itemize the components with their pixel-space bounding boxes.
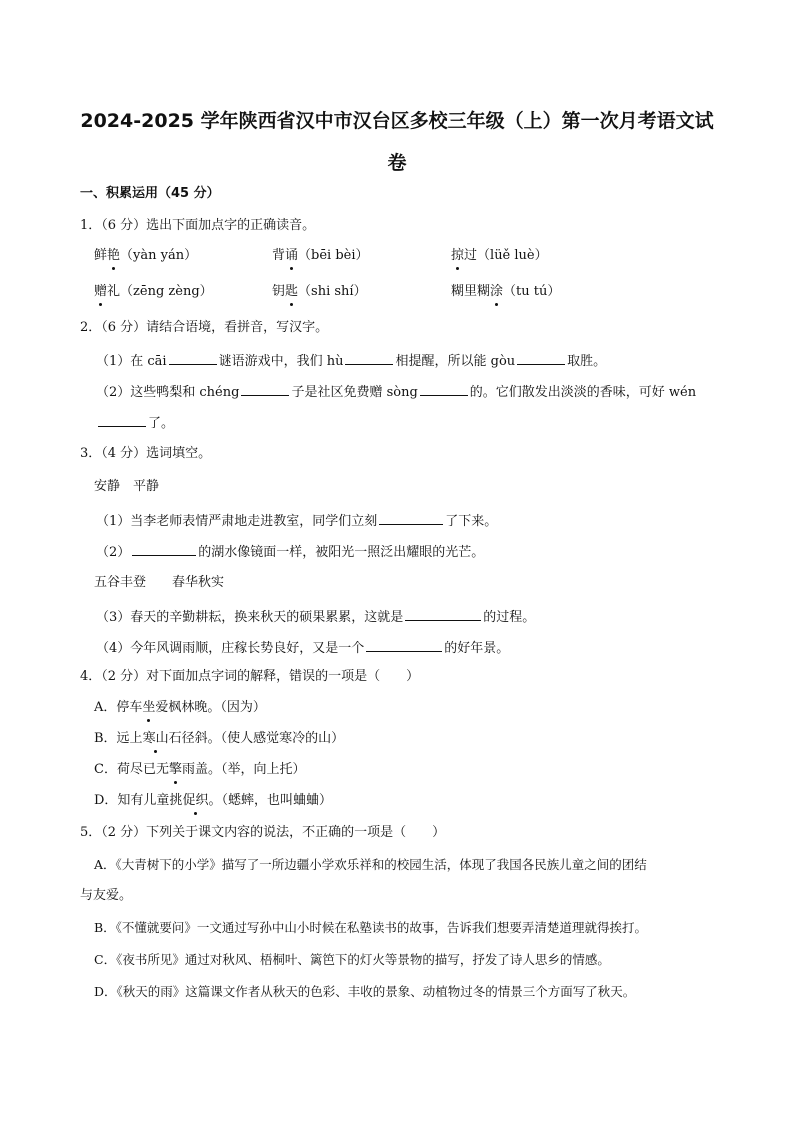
q1-stem: 1．（6 分）选出下面加点字的正确读音。: [80, 218, 316, 233]
q1-item: 背诵（bēi bèi）: [272, 248, 369, 263]
q1-item: 鲜艳（yàn yán）: [94, 248, 198, 263]
emphasis-dot-char: 赠: [94, 284, 108, 299]
q2-stem: 2．（6 分）请结合语境，看拼音，写汉字。: [80, 320, 329, 335]
answer-blank[interactable]: [366, 637, 442, 652]
section-heading: 一、积累运用（45 分）: [80, 186, 220, 201]
q5-option-a[interactable]: A．《大青树下的小学》描写了一所边疆小学欢乐祥和的校园生活，体现了我国各民族儿童之间的团结: [94, 857, 647, 872]
answer-blank[interactable]: [169, 350, 217, 365]
answer-blank[interactable]: [405, 606, 481, 621]
q5-stem: 5．（2 分）下列关于课文内容的说法，不正确的一项是（ ）: [80, 825, 446, 840]
q4-option-d[interactable]: D．知有儿童挑促织。（蟋蟀，也叫蛐蛐）: [94, 793, 332, 808]
q4-stem: 4．（2 分）对下面加点字词的解释，错误的一项是（ ）: [80, 669, 420, 684]
q1-item: 糊里糊涂（tu tú）: [451, 284, 561, 299]
q3-sentence-3: （3）春天的辛勤耕耘，换来秋天的硕果累累，这就是 的过程。: [96, 606, 535, 627]
answer-blank[interactable]: [517, 350, 565, 365]
q1-item: 赠礼（zēng zèng）: [94, 284, 213, 299]
q1-item: 钥匙（shi shí）: [272, 284, 367, 299]
answer-blank[interactable]: [98, 412, 146, 427]
q3-word-choices-1: 安静 平静: [94, 479, 160, 494]
emphasis-dot-char: 促织: [182, 793, 209, 808]
answer-blank[interactable]: [132, 541, 196, 556]
title-line-2: 卷: [387, 152, 407, 174]
q4-option-b[interactable]: B．远上寒山石径斜。（使人感觉寒冷的山）: [94, 731, 345, 746]
q2-sentence-2: （2）这些鸭梨和 chéng 子是社区免费赠 sòng 的。它们散发出淡淡的香味，可好 wén: [96, 381, 696, 402]
emphasis-dot-char: 擎: [168, 762, 182, 777]
q5-option-b[interactable]: B．《不懂就要问》一文通过写孙中山小时候在私塾读书的故事，告诉我们想要弄清楚道理就得挨打。: [94, 920, 647, 935]
q3-stem: 3．（4 分）选词填空。: [80, 446, 212, 461]
q3-word-choices-2: 五谷丰登 春华秋实: [94, 575, 225, 590]
title-line-1: 2024-2025 学年陕西省汉中市汉台区多校三年级（上）第一次月考语文试: [80, 110, 714, 132]
q5-option-c[interactable]: C．《夜书所见》通过对秋风、梧桐叶、篱笆下的灯火等景物的描写，抒发了诗人思乡的情感。: [94, 952, 610, 967]
emphasis-dot-char: 诵: [285, 248, 299, 263]
q1-item: 掠过（lüě luè）: [451, 248, 548, 263]
q4-option-a[interactable]: A．停车坐爱枫林晚。（因为）: [94, 700, 266, 715]
q5-option-d[interactable]: D．《秋天的雨》这篇课文作者从秋天的色彩、丰收的景象、动植物过冬的情景三个方面写了秋天。: [94, 984, 636, 999]
exam-title: [60, 100, 734, 184]
emphasis-dot-char: 涂: [490, 284, 504, 299]
answer-blank[interactable]: [379, 510, 443, 525]
q3-sentence-2: （2） 的湖水像镜面一样，被阳光一照泛出耀眼的光芒。: [96, 541, 484, 562]
q5-option-a-cont: 与友爱。: [80, 888, 133, 903]
q3-sentence-4: （4）今年风调雨顺，庄稼长势良好，又是一个 的好年景。: [96, 637, 509, 658]
answer-blank[interactable]: [241, 381, 289, 396]
emphasis-dot-char: 坐: [142, 700, 156, 715]
q2-sentence-2-cont: 了。: [96, 412, 174, 433]
answer-blank[interactable]: [420, 381, 468, 396]
emphasis-dot-char: 寒山: [142, 731, 169, 746]
q2-sentence-1: （1）在 cāi 谜语游戏中，我们 hù 相提醒，所以能 gòu 取胜。: [96, 350, 606, 371]
q4-option-c[interactable]: C．荷尽已无擎雨盖。（举，向上托）: [94, 762, 306, 777]
emphasis-dot-char: 匙: [285, 284, 299, 299]
emphasis-dot-char: 艳: [107, 248, 121, 263]
answer-blank[interactable]: [345, 350, 393, 365]
q3-sentence-1: （1）当李老师表情严肃地走进教室，同学们立刻 了下来。: [96, 510, 497, 531]
emphasis-dot-char: 掠: [451, 248, 465, 263]
